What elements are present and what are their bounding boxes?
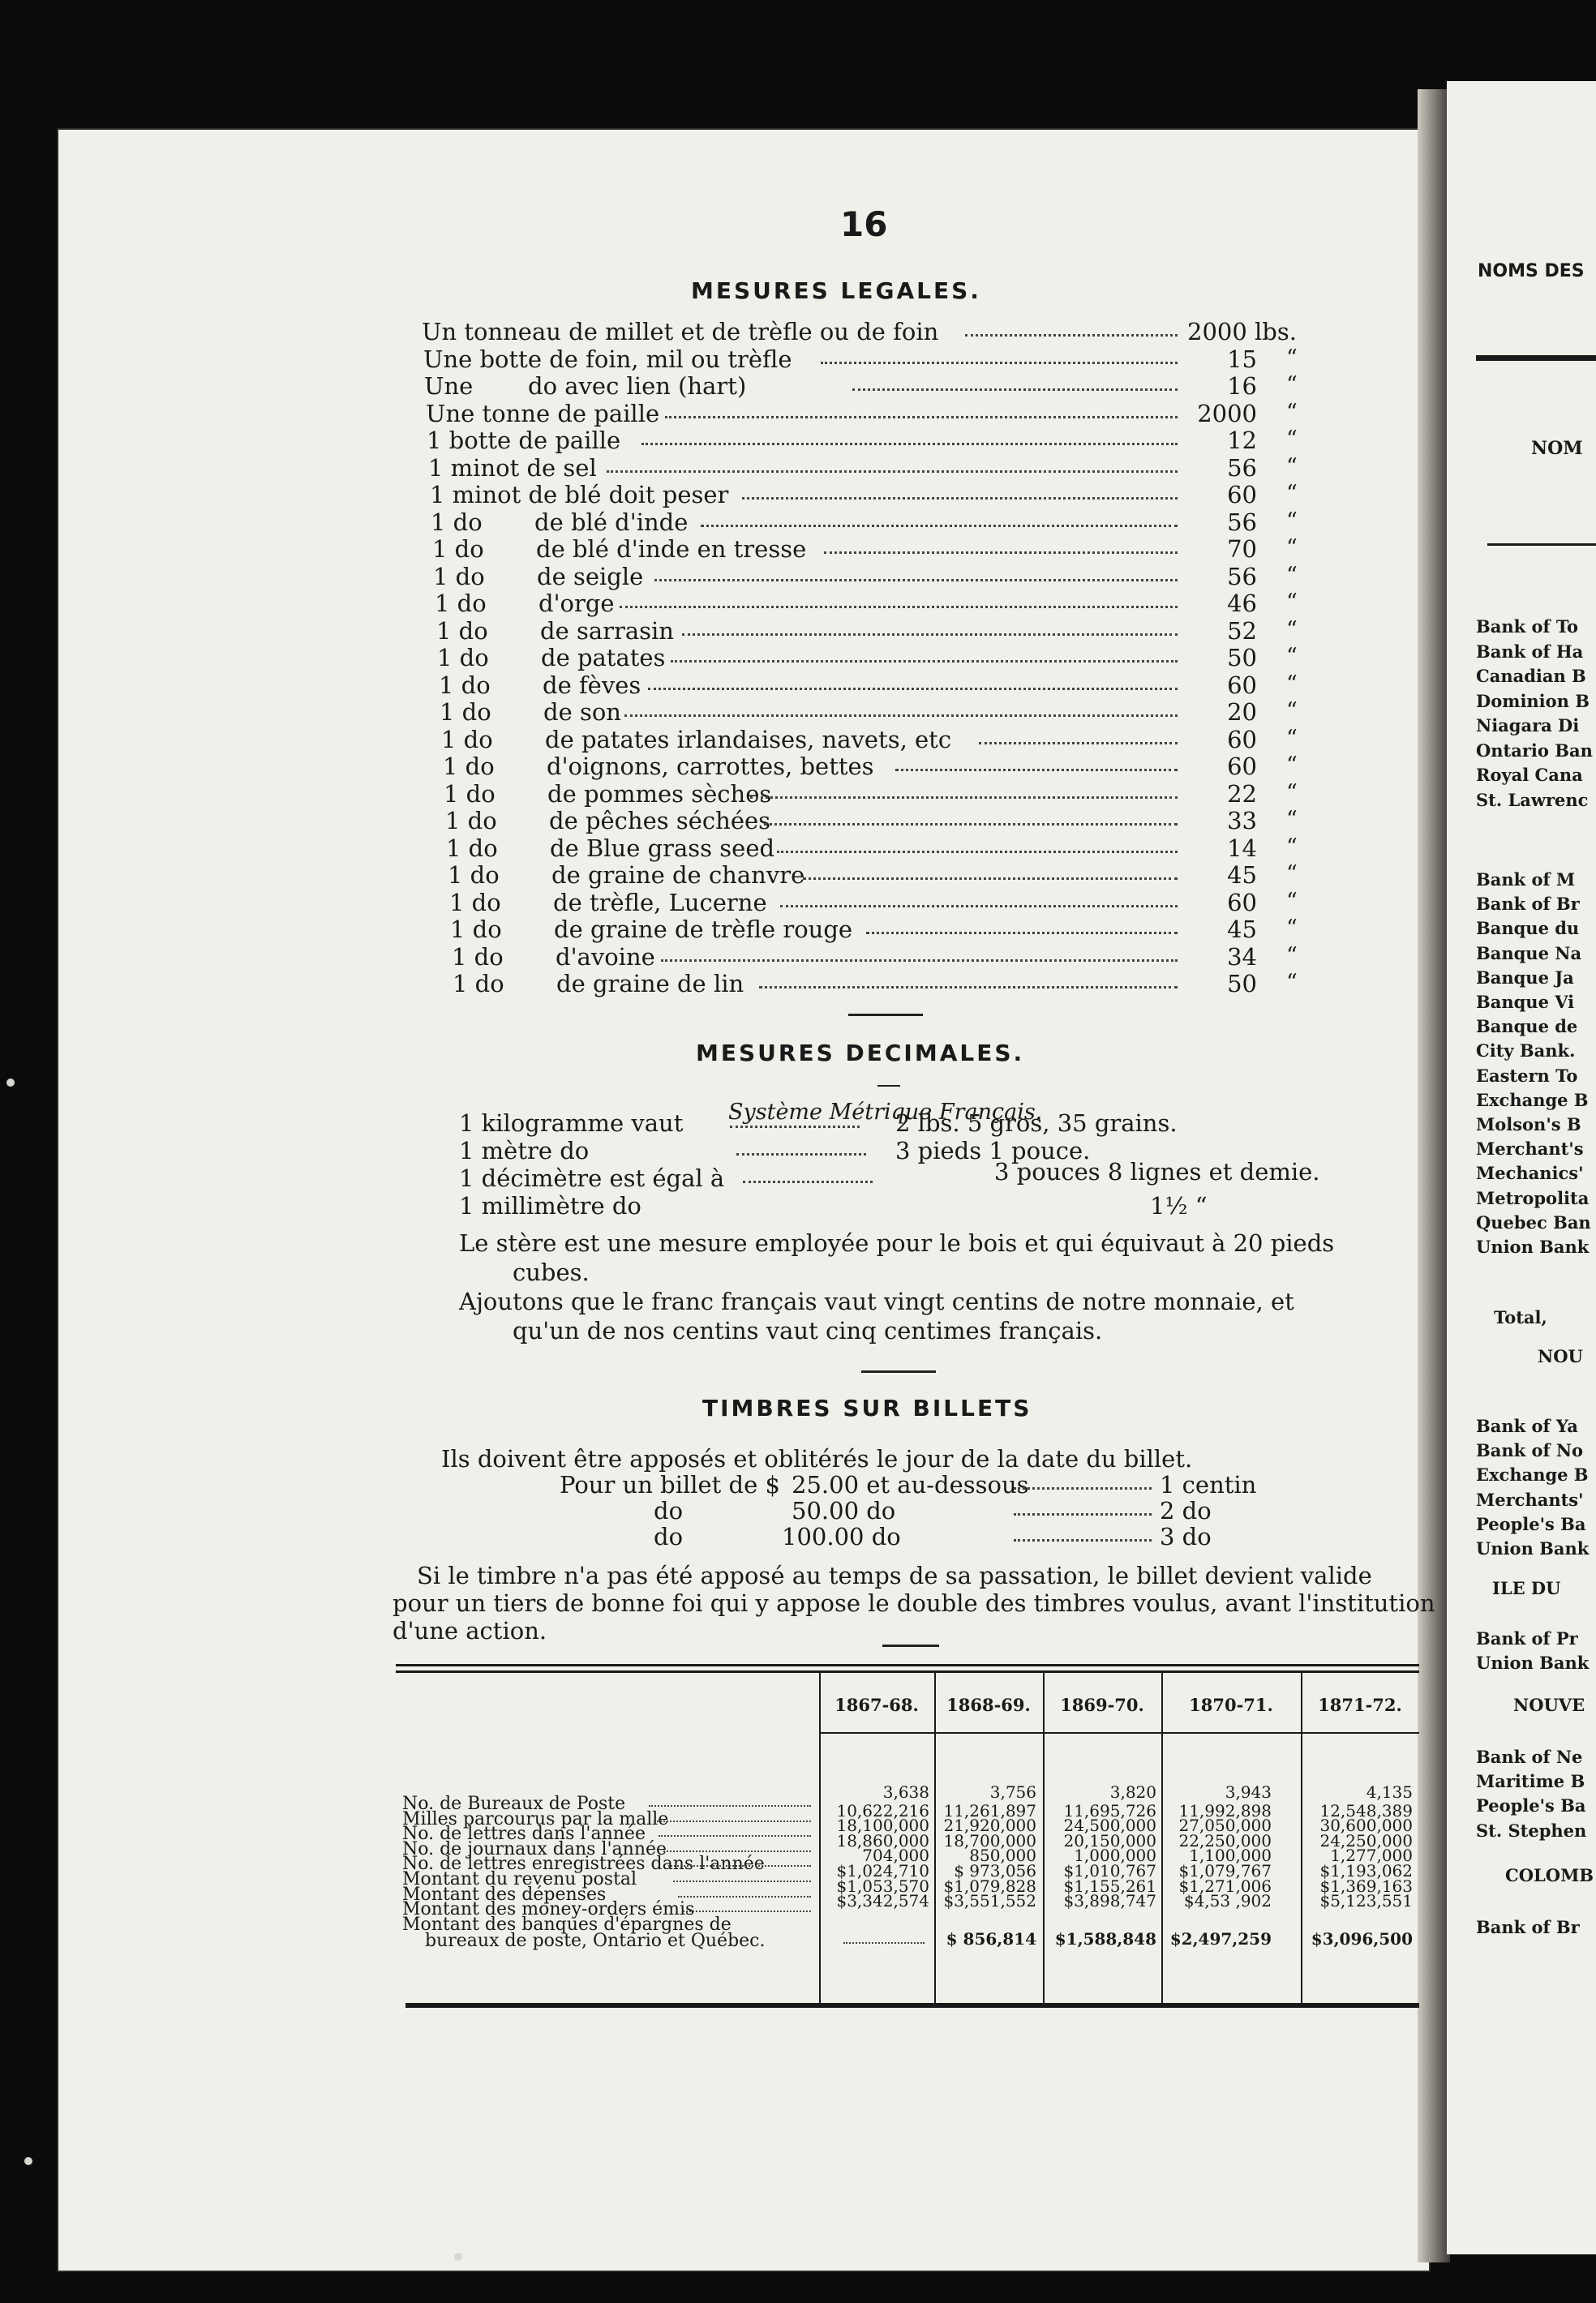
right-rule-mid — [1487, 543, 1596, 546]
legales-label: 1 do — [437, 644, 489, 671]
table-cell: 3,756 — [989, 1782, 1036, 1802]
legales-label: 1 minot de blé doit peser — [430, 481, 729, 508]
legales-value: 45 — [1227, 861, 1257, 889]
table-cell: $3,551,552 — [943, 1891, 1036, 1911]
legales-item: de son — [543, 698, 621, 726]
film-speck — [6, 1079, 15, 1087]
leader-dots — [852, 388, 1178, 391]
leader-dots — [866, 932, 1178, 934]
legales-value: 14 — [1227, 834, 1257, 862]
legales-ditto: “ — [1286, 916, 1298, 941]
right-page — [1447, 81, 1596, 2254]
leader-dots — [895, 769, 1178, 771]
column-rule — [1301, 1672, 1302, 2003]
leader-dots — [750, 796, 1178, 799]
table-cell: $ 973,056 — [954, 1861, 1036, 1881]
legales-value: 33 — [1227, 807, 1257, 834]
bank-name: Banque Ja — [1476, 967, 1574, 988]
table-cell: $3,898,747 — [1063, 1891, 1156, 1911]
leader-dots — [743, 1181, 873, 1183]
table-cell: 18,860,000 — [836, 1831, 929, 1851]
legales-item: d'avoine — [556, 943, 655, 971]
table-cell: $1,369,163 — [1319, 1876, 1413, 1896]
leader-dots — [654, 1821, 811, 1822]
legales-item: de pêches séchées — [549, 807, 771, 834]
legales-item: de sarrasin — [540, 617, 674, 645]
table-cell: 21,920,000 — [943, 1816, 1036, 1835]
section-divider — [882, 1645, 939, 1647]
legales-ditto: “ — [1286, 970, 1298, 995]
table-cell: $1,079,828 — [943, 1876, 1036, 1896]
timbres-para-2: pour un tiers de bonne foi qui y appose le double des timbres voulus, avant l'institution — [393, 1589, 1435, 1617]
leader-dots — [607, 470, 1178, 473]
column-header: 1868-69. — [946, 1695, 1031, 1715]
table-cell: $1,010,767 — [1063, 1861, 1156, 1881]
table-cell: $1,024,710 — [836, 1861, 929, 1881]
leader-dots — [665, 416, 1178, 418]
legales-value: 50 — [1227, 970, 1257, 997]
legales-value: 56 — [1227, 454, 1257, 482]
right-nom: NOM — [1531, 438, 1583, 459]
decimales-value: 1½ “ — [1150, 1192, 1208, 1220]
leader-dots — [736, 1153, 866, 1156]
legales-label: 1 do — [452, 943, 504, 971]
legales-ditto: “ — [1286, 807, 1298, 832]
legales-label: 1 do — [453, 970, 504, 997]
mesures-legales-title: MESURES LEGALES. — [691, 277, 981, 304]
bank-name: Canadian B — [1476, 666, 1586, 686]
decimales-label: 1 millimètre do — [459, 1192, 641, 1220]
table-cell: 24,500,000 — [1063, 1816, 1156, 1835]
bank-name: Merchant's — [1476, 1139, 1584, 1159]
table-row-label: bureaux de poste, Ontario et Québec. — [425, 1931, 766, 1951]
column-rule — [934, 1672, 936, 2003]
table-cell: 20,150,000 — [1063, 1831, 1156, 1851]
bank-name: Banque de — [1476, 1016, 1578, 1036]
table-row-label: No. de Bureaux de Poste — [402, 1794, 626, 1814]
legales-label: 1 do — [446, 834, 498, 862]
table-cell: 4,135 — [1366, 1782, 1413, 1802]
legales-value: 12 — [1227, 427, 1257, 454]
legales-label: 1 minot de sel — [428, 454, 597, 482]
legales-value: 70 — [1227, 535, 1257, 563]
decimales-value: 3 pouces 8 lignes et demie. — [994, 1158, 1320, 1186]
leader-dots — [1014, 1487, 1152, 1490]
section-divider — [861, 1370, 936, 1373]
legales-ditto: “ — [1286, 644, 1298, 669]
legales-item: de Blue grass seed — [550, 834, 775, 862]
legales-item: de blé d'inde — [534, 508, 689, 536]
bank-name: St. Lawrenc — [1476, 790, 1589, 810]
bank-name: Mechanics' — [1476, 1163, 1584, 1183]
table-cell: 11,261,897 — [943, 1801, 1036, 1821]
metric-system-subtitle: Système Métrique Français. — [728, 1100, 1043, 1125]
table-cell: $1,271,006 — [1178, 1876, 1272, 1896]
column-rule — [1161, 1672, 1163, 2003]
leader-dots — [648, 688, 1178, 690]
bank-name: Exchange B — [1476, 1465, 1589, 1485]
decimales-value: 2 lbs. 5 gros, 35 grains. — [895, 1109, 1178, 1137]
bank-name: Eastern To — [1476, 1066, 1578, 1086]
table-cell: 850,000 — [969, 1846, 1036, 1865]
stere-text: Le stère est une mesure employée pour le bois et qui équivaut à 20 pieds — [459, 1229, 1335, 1257]
legales-value: 60 — [1227, 726, 1257, 753]
legales-value: 56 — [1227, 508, 1257, 536]
legales-ditto: “ — [1286, 400, 1298, 425]
section-heading: NOU — [1538, 1346, 1583, 1366]
leader-dots — [661, 959, 1178, 962]
table-header-rule — [819, 1732, 1419, 1734]
bank-name: St. Stephen — [1476, 1821, 1587, 1841]
table-cell: $4,53 ,902 — [1183, 1891, 1272, 1911]
table-cell: 10,622,216 — [836, 1801, 929, 1821]
timbre-stamps: 3 do — [1160, 1523, 1212, 1550]
table-cell: $3,096,500 — [1311, 1929, 1413, 1949]
table-cell: 3,638 — [882, 1782, 929, 1802]
column-rule — [1043, 1672, 1045, 2003]
table-top-rule — [396, 1670, 1419, 1673]
legales-item: de graine de chanvre — [551, 861, 805, 889]
section-heading: ILE DU — [1492, 1578, 1561, 1598]
legales-value: 2000 lbs. — [1187, 318, 1297, 345]
legales-value: 60 — [1227, 481, 1257, 508]
bank-name: Banque du — [1476, 918, 1580, 938]
leader-dots — [649, 1805, 811, 1807]
leader-dots — [843, 1942, 925, 1944]
table-row-label: Montant des money-orders émis — [402, 1899, 695, 1919]
table-cell: 12,548,389 — [1319, 1801, 1413, 1821]
table-cell: 30,600,000 — [1319, 1816, 1413, 1835]
legales-value: 60 — [1227, 753, 1257, 780]
table-row-label: No. de lettres enregistrées dans l'année — [402, 1854, 765, 1874]
column-header: 1867-68. — [834, 1695, 919, 1715]
legales-value: 60 — [1227, 671, 1257, 699]
legales-ditto: “ — [1286, 834, 1298, 860]
section-divider — [848, 1014, 923, 1016]
bank-name: Dominion B — [1476, 691, 1590, 711]
table-cell: 1,100,000 — [1189, 1846, 1272, 1865]
legales-value: 16 — [1227, 372, 1257, 400]
page-number: 16 — [840, 204, 888, 244]
legales-ditto: “ — [1286, 943, 1298, 968]
legales-item: de patates — [541, 644, 666, 671]
leader-dots — [659, 1835, 811, 1837]
bank-name: Banque Na — [1476, 943, 1582, 963]
timbre-label: Pour un billet de $ — [560, 1471, 780, 1499]
table-cell: $1,053,570 — [836, 1876, 929, 1896]
table-cell: 704,000 — [862, 1846, 929, 1865]
leader-dots — [730, 1126, 860, 1128]
bank-name: Ontario Ban — [1476, 740, 1593, 761]
leader-dots — [624, 714, 1178, 717]
bank-name: Union Bank — [1476, 1237, 1590, 1257]
bank-name: Exchange B — [1476, 1090, 1589, 1110]
legales-ditto: “ — [1286, 481, 1298, 506]
legales-value: 2000 — [1197, 400, 1257, 427]
legales-ditto: “ — [1286, 508, 1298, 534]
legales-label: 1 do — [431, 508, 483, 536]
table-cell: 27,050,000 — [1178, 1816, 1272, 1835]
leader-dots — [673, 1881, 811, 1882]
table-row-label: Montant des banques d'épargnes de — [402, 1915, 732, 1935]
section-heading: NOUVE — [1513, 1695, 1585, 1715]
table-top-rule — [396, 1664, 1419, 1666]
table-bottom-rule — [405, 2003, 1419, 2008]
legales-ditto: “ — [1286, 671, 1298, 697]
stere-text-cont: cubes. — [513, 1259, 590, 1286]
leader-dots — [671, 660, 1178, 663]
table-cell: 3,943 — [1225, 1782, 1272, 1802]
bank-name: Bank of M — [1476, 869, 1576, 890]
table-cell: 22,250,000 — [1178, 1831, 1272, 1851]
legales-label: 1 botte de paille — [427, 427, 621, 454]
leader-dots — [641, 443, 1178, 445]
table-cell: $1,588,848 — [1054, 1929, 1156, 1949]
bank-name: Merchants' — [1476, 1490, 1584, 1510]
bank-name: People's Ba — [1476, 1514, 1586, 1534]
leader-dots — [777, 851, 1178, 853]
legales-value: 50 — [1227, 644, 1257, 671]
table-row-label: No. de journaux dans l'année — [402, 1839, 667, 1859]
legales-ditto: “ — [1286, 753, 1298, 778]
table-cell: 11,695,726 — [1063, 1801, 1156, 1821]
franc-text-cont: qu'un de nos centins vaut cinq centimes français. — [513, 1317, 1103, 1344]
legales-ditto: “ — [1286, 698, 1298, 723]
bank-name: Bank of No — [1476, 1440, 1584, 1460]
bank-name: Quebec Ban — [1476, 1212, 1591, 1233]
table-row-label: Milles parcourus par la malle — [402, 1809, 669, 1829]
timbre-amount: 100.00 do — [782, 1523, 901, 1550]
legales-ditto: “ — [1286, 535, 1298, 560]
legales-value: 46 — [1227, 590, 1257, 617]
legales-ditto: “ — [1286, 726, 1298, 751]
legales-item: de graine de lin — [556, 970, 744, 997]
legales-item: d'oignons, carrottes, bettes — [547, 753, 874, 780]
leader-dots — [1014, 1539, 1152, 1542]
legales-label: 1 do — [440, 698, 491, 726]
legales-label: 1 do — [445, 807, 497, 834]
table-cell: $5,123,551 — [1319, 1891, 1413, 1911]
legales-label: 1 do — [436, 617, 488, 645]
table-cell: $2,497,259 — [1169, 1929, 1272, 1949]
legales-label: 1 do — [435, 590, 487, 617]
legales-label: 1 do — [449, 889, 501, 916]
right-header: NOMS DES — [1478, 261, 1585, 281]
legales-label: 1 do — [432, 535, 484, 563]
legales-item: de fèves — [543, 671, 641, 699]
legales-ditto: “ — [1286, 454, 1298, 479]
legales-item: de trèfle, Lucerne — [553, 889, 767, 916]
decimales-label: 1 kilogramme vaut — [459, 1109, 684, 1137]
timbre-stamps: 2 do — [1160, 1497, 1212, 1525]
legales-label: 1 do — [439, 671, 491, 699]
leader-dots — [668, 1865, 811, 1867]
bank-name: Niagara Di — [1476, 715, 1580, 736]
bank-name: Bank of Pr — [1476, 1628, 1578, 1649]
table-cell: 18,100,000 — [836, 1816, 929, 1835]
legales-label: Un tonneau de millet et de trèfle ou de foin — [422, 318, 939, 345]
table-cell: 24,250,000 — [1319, 1831, 1413, 1851]
bank-name: Union Bank — [1476, 1653, 1590, 1673]
table-cell: 18,700,000 — [943, 1831, 1036, 1851]
leader-dots — [663, 1851, 811, 1852]
bank-name: Banque Vi — [1476, 992, 1575, 1012]
decimales-value: 3 pieds 1 pouce. — [895, 1137, 1091, 1164]
table-cell: 1,277,000 — [1330, 1846, 1413, 1865]
legales-ditto: “ — [1286, 372, 1298, 397]
bank-name: Bank of Br — [1476, 894, 1580, 914]
legales-item: do avec lien (hart) — [528, 372, 747, 400]
section-divider — [877, 1085, 900, 1087]
leader-dots — [803, 877, 1178, 880]
table-row-label: Montant du revenu postal — [402, 1869, 637, 1889]
right-rule-top — [1476, 355, 1596, 361]
bank-name: People's Ba — [1476, 1795, 1586, 1816]
legales-label: Une tonne de paille — [426, 400, 660, 427]
column-rule — [819, 1672, 821, 2003]
legales-label: 1 do — [433, 563, 485, 590]
leader-dots — [742, 497, 1178, 500]
table-cell: $1,155,261 — [1063, 1876, 1156, 1896]
table-cell: 11,992,898 — [1178, 1801, 1272, 1821]
decimales-label: 1 mètre do — [459, 1137, 590, 1164]
leader-dots — [824, 551, 1178, 554]
total-label: Total, — [1494, 1307, 1547, 1327]
legales-value: 52 — [1227, 617, 1257, 645]
legales-ditto: “ — [1286, 889, 1298, 914]
legales-label: 1 do — [448, 861, 500, 889]
leader-dots — [654, 579, 1178, 581]
bank-name: Royal Cana — [1476, 765, 1583, 785]
leader-dots — [979, 742, 1178, 744]
bank-name: Metropolita — [1476, 1188, 1590, 1208]
leader-dots — [965, 334, 1178, 337]
bank-name: Bank of Br — [1476, 1917, 1580, 1937]
legales-ditto: “ — [1286, 617, 1298, 642]
legales-value: 45 — [1227, 916, 1257, 943]
legales-ditto: “ — [1286, 861, 1298, 886]
leader-dots — [620, 606, 1178, 608]
bank-name: Maritime B — [1476, 1771, 1585, 1791]
table-cell: 1,000,000 — [1074, 1846, 1156, 1865]
decimales-label: 1 décimètre est égal à — [459, 1164, 725, 1192]
legales-ditto: “ — [1286, 563, 1298, 588]
legales-value: 60 — [1227, 889, 1257, 916]
legales-item: de pommes sèches — [547, 780, 772, 808]
leader-dots — [701, 525, 1178, 527]
bank-name: Bank of Ya — [1476, 1416, 1578, 1436]
leader-dots — [780, 905, 1178, 907]
legales-label: Une botte de foin, mil ou trèfle — [423, 345, 792, 373]
timbres-title: TIMBRES SUR BILLETS — [702, 1395, 1032, 1422]
legales-item: d'orge — [538, 590, 615, 617]
legales-item: de blé d'inde en tresse — [536, 535, 807, 563]
timbre-stamps: 1 centin — [1160, 1471, 1257, 1499]
legales-label: 1 do — [444, 780, 496, 808]
table-cell: 3,820 — [1109, 1782, 1156, 1802]
legales-ditto: “ — [1286, 345, 1298, 371]
leader-dots — [759, 986, 1178, 989]
table-row-label: Montant des dépenses — [402, 1885, 607, 1905]
leader-dots — [821, 362, 1178, 364]
film-speck — [24, 2157, 32, 2165]
column-header: 1871-72. — [1318, 1695, 1402, 1715]
legales-ditto: “ — [1286, 780, 1298, 805]
film-speck — [454, 2253, 462, 2261]
section-heading: COLOMB — [1505, 1865, 1594, 1885]
legales-value: 34 — [1227, 943, 1257, 971]
legales-label: 1 do — [450, 916, 502, 943]
leader-dots — [1014, 1513, 1152, 1516]
franc-text: Ajoutons que le franc français vaut vingt centins de notre monnaie, et — [459, 1288, 1294, 1315]
timbres-para-3: d'une action. — [393, 1617, 547, 1645]
legales-item: de graine de trèfle rouge — [554, 916, 853, 943]
timbre-label: do — [654, 1523, 684, 1550]
bank-name: Molson's B — [1476, 1114, 1581, 1134]
leader-dots — [683, 1911, 811, 1912]
legales-ditto: “ — [1286, 427, 1298, 452]
bank-name: Bank of Ha — [1476, 641, 1584, 662]
table-cell: $1,079,767 — [1178, 1861, 1272, 1881]
bank-name: Bank of To — [1476, 616, 1579, 637]
table-cell: $ 856,814 — [946, 1929, 1036, 1949]
column-header: 1869-70. — [1060, 1695, 1144, 1715]
legales-label: Une — [424, 372, 474, 400]
leader-dots — [678, 1896, 811, 1898]
bank-name: City Bank. — [1476, 1040, 1576, 1061]
legales-value: 22 — [1227, 780, 1257, 808]
legales-value: 56 — [1227, 563, 1257, 590]
timbre-amount: 50.00 do — [792, 1497, 896, 1525]
legales-ditto: “ — [1286, 590, 1298, 615]
table-cell: $1,193,062 — [1319, 1861, 1413, 1881]
timbre-label: do — [654, 1497, 684, 1525]
bank-name: Union Bank — [1476, 1538, 1590, 1559]
column-header: 1870-71. — [1189, 1695, 1273, 1715]
table-cell: $3,342,574 — [836, 1891, 929, 1911]
timbres-para-1: Si le timbre n'a pas été apposé au temps de sa passation, le billet devient valide — [417, 1562, 1372, 1589]
bank-name: Bank of Ne — [1476, 1747, 1583, 1767]
legales-label: 1 do — [441, 726, 493, 753]
mesures-decimales-title: MESURES DECIMALES. — [696, 1040, 1025, 1066]
timbre-amount: 25.00 et au-dessous — [792, 1471, 1029, 1499]
legales-value: 20 — [1227, 698, 1257, 726]
table-row-label: No. de lettres dans l'année — [402, 1824, 646, 1844]
timbres-intro: Ils doivent être apposés et oblitérés le jour de la date du billet. — [441, 1445, 1193, 1473]
legales-item: de seigle — [537, 563, 644, 590]
legales-label: 1 do — [443, 753, 495, 780]
leader-dots — [764, 823, 1178, 826]
legales-value: 15 — [1227, 345, 1257, 373]
leader-dots — [682, 633, 1178, 636]
book-spine — [1418, 89, 1450, 2262]
legales-item: de patates irlandaises, navets, etc — [545, 726, 952, 753]
